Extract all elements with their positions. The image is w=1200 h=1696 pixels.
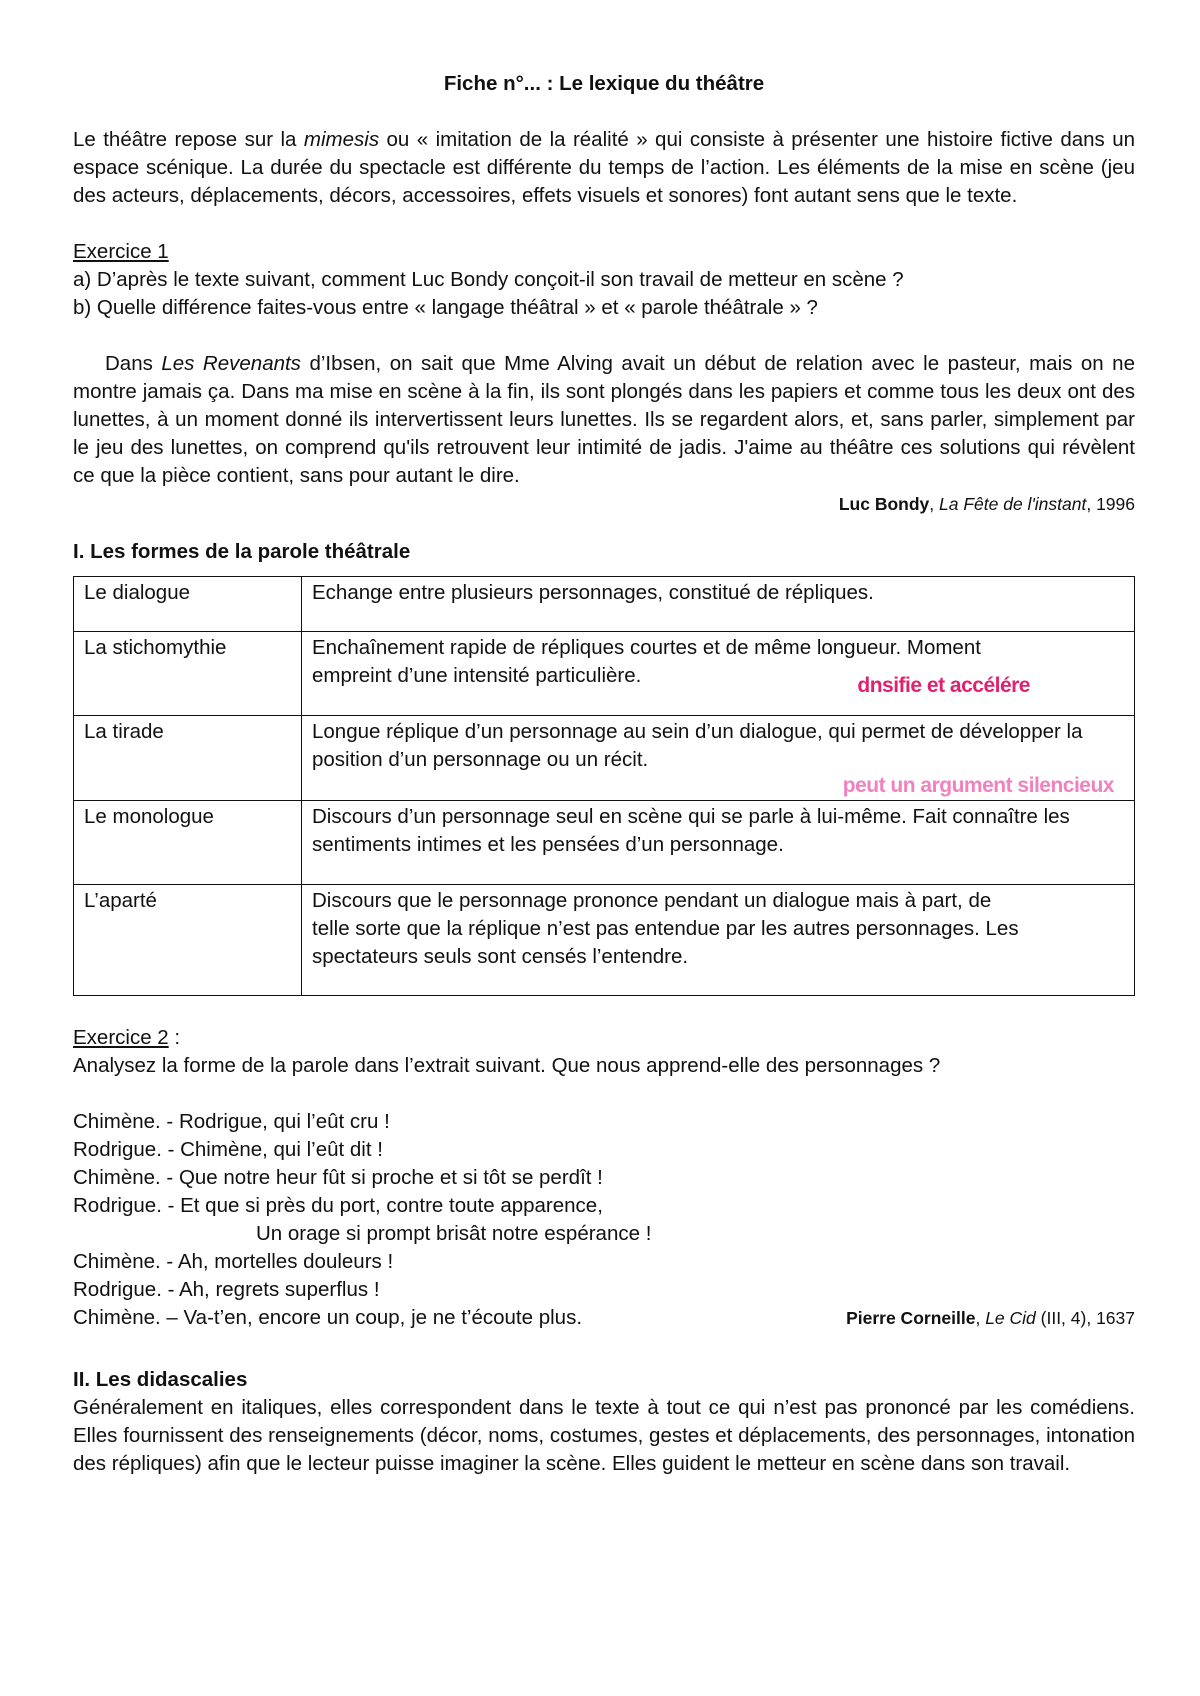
table-definition: [302, 577, 1135, 632]
exercise1-question-a: a) D’après le texte suivant, comment Luc Bondy conçoit-il son travail de metteur en scène ?: [73, 268, 904, 291]
dialogue-line: Chimène. - Que notre heur fût si proche et si tôt se perdît !: [73, 1166, 603, 1189]
dialogue-line-last: [73, 1304, 1135, 1332]
definition-bold: Echange entre plusieurs personnages, constitué de répliques.: [312, 581, 874, 604]
cid-source-rest: (III, 4), 1637: [1035, 1308, 1135, 1328]
table-definition: [302, 801, 1135, 885]
intro-mimesis-term: mimesis: [303, 128, 380, 151]
dialogue-line: Un orage si prompt brisât notre espérance !: [256, 1222, 652, 1245]
table-row: [74, 716, 1135, 801]
exercise2-heading-colon: :: [168, 1026, 181, 1049]
worksheet-page: [73, 70, 1135, 1478]
table-definition: [302, 885, 1135, 996]
table-row: [74, 885, 1135, 996]
section1-heading: I. Les formes de la parole théâtrale: [73, 540, 411, 563]
table-term: Le monologue: [74, 801, 302, 885]
table-row: [74, 577, 1135, 632]
source-year: , 1996: [1086, 494, 1135, 514]
cid-source: [846, 1304, 1135, 1332]
source-separator: ,: [929, 494, 940, 514]
dialogue-line: Chimène. - Rodrigue, qui l’eût cru !: [73, 1110, 390, 1133]
table-term: L’aparté: [74, 885, 302, 996]
bondy-quote: [73, 350, 1135, 490]
definition-text: Discours d’un personnage seul en scène qui se parle à lui-même. Fait connaître les sentiments intimes et les pensées d’un personnage.: [312, 805, 1070, 856]
quote-text-rest: d’Ibsen, on sait que Mme Alving avait un début de relation avec le pasteur, mais on ne montre jamais ça. Dans ma mise en scène à la fin, ils sont plongés dans les papiers et comme tous les deux ont des lunettes, à un moment donné ils intervertissent leurs lunettes. Ils se regardent alors, et, sans parler, simplement par le jeu des lunettes, on comprend qu'ils retrouvent leur intimité de jadis. J'aime au théâtre ces solutions qui révèlent ce que la pièce contient, sans pour autant le dire.: [73, 352, 1135, 487]
definition-text: Longue réplique d’un personnage au sein d’un dialogue, qui permet de développer la position d’un personnage ou un récit.: [312, 720, 1083, 771]
definition-bold: Discours que le personnage prononce pendant un dialogue mais à part, de: [312, 889, 992, 912]
quote-work-title: Les Revenants: [161, 352, 301, 375]
intro-text-start: Le théâtre repose sur la: [73, 128, 304, 151]
table-row: [74, 632, 1135, 716]
page-title: Fiche n°... : Le lexique du théâtre: [443, 72, 765, 95]
exercise2-question: Analysez la forme de la parole dans l’extrait suivant. Que nous apprend-elle des personnages ?: [73, 1054, 941, 1077]
exercise2-heading: Exercice 2: [73, 1026, 169, 1049]
dialogue-line: Chimène. - Ah, mortelles douleurs !: [73, 1250, 394, 1273]
definition-bold: Enchaînement rapide de répliques courtes et de même longueur. Moment: [312, 636, 981, 659]
table-row: [74, 801, 1135, 885]
dialogue-line: Rodrigue. - Et que si près du port, contre toute apparence,: [73, 1194, 603, 1217]
definition-text: empreint d’une intensité particulière.: [312, 664, 642, 687]
dialogue-line-text: Chimène. – Va-t’en, encore un coup, je ne t’écoute plus.: [73, 1306, 583, 1329]
cid-source-author: Pierre Corneille: [846, 1308, 976, 1328]
cid-dialogue: [73, 1108, 1135, 1332]
exercise2-heading-line: [73, 1024, 1135, 1052]
cid-source-work: Le Cid: [985, 1308, 1036, 1328]
bondy-quote-source: [73, 490, 1135, 518]
didascalies-paragraph: Généralement en italiques, elles correspondent dans le texte à tout ce qui n’est pas prononcé par les comédiens. Elles fournissent des renseignements (décor, noms, costumes, gestes et déplacements, des personnages, intonation des répliques) afin que le lecteur puisse imaginer la scène. Elles guident le metteur en scène dans son travail.: [73, 1396, 1135, 1475]
table-definition: [302, 716, 1135, 801]
source-author: Luc Bondy: [838, 494, 930, 514]
section2-heading: II. Les didascalies: [73, 1368, 248, 1391]
definition-text: telle sorte que la réplique n’est pas entendue par les autres personnages. Les spectateurs seuls sont censés l’entendre.: [312, 917, 1019, 968]
table-term: La stichomythie: [74, 632, 302, 716]
exercise1-question-b: b) Quelle différence faites-vous entre « langage théâtral » et « parole théâtrale » ?: [73, 296, 818, 319]
intro-text-rest: ou « imitation de la réalité » qui consiste à présenter une histoire fictive dans un espace scénique. La durée du spectacle est différente du temps de l’action. Les éléments de la mise en scène (jeu des acteurs, déplacements, décors, accessoires, effets visuels et sonores) font autant sens que le texte.: [73, 128, 1136, 207]
table-term: La tirade: [74, 716, 302, 801]
dialogue-line: Rodrigue. - Ah, regrets superflus !: [73, 1278, 380, 1301]
intro-paragraph: [73, 126, 1135, 210]
dialogue-line: Rodrigue. - Chimène, qui l’eût dit !: [73, 1138, 383, 1161]
table-definition: [302, 632, 1135, 716]
handwritten-annotation-stichomythie: dnsifie et accélére: [857, 674, 1030, 697]
speech-forms-table: [73, 576, 1135, 996]
exercise1-heading: Exercice 1: [73, 240, 169, 263]
handwritten-annotation-tirade: peut un argument silencieux: [842, 774, 1114, 797]
table-term: Le dialogue: [74, 577, 302, 632]
source-book: La Fête de l'instant: [939, 494, 1087, 514]
quote-text-start: Dans: [105, 352, 162, 375]
cid-source-separator: ,: [975, 1308, 986, 1328]
